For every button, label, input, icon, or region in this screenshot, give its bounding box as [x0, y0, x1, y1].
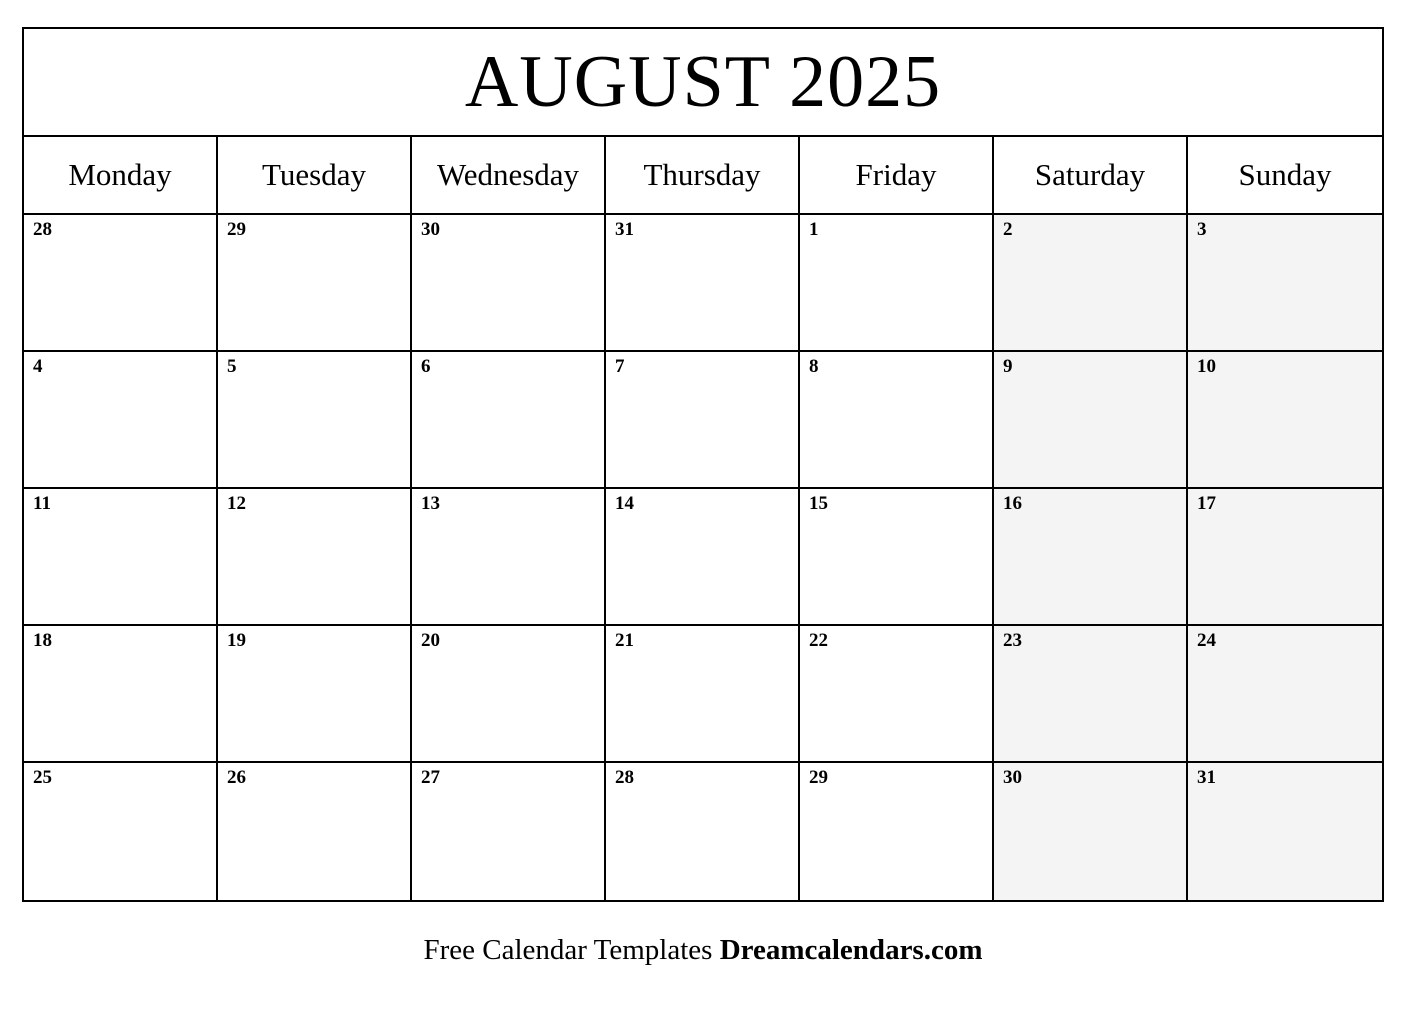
day-number: 23 — [1003, 630, 1022, 651]
day-cell[interactable] — [800, 626, 994, 761]
day-cell[interactable] — [606, 352, 800, 487]
day-number: 1 — [809, 219, 819, 240]
day-number: 8 — [809, 356, 819, 377]
footer-text: Free Calendar Templates — [423, 934, 720, 966]
day-cell[interactable] — [24, 626, 218, 761]
day-cell[interactable] — [412, 626, 606, 761]
day-cell[interactable] — [1188, 626, 1382, 761]
day-number: 4 — [33, 356, 43, 377]
day-number: 10 — [1197, 356, 1216, 377]
day-cell[interactable] — [606, 489, 800, 624]
day-cell[interactable] — [218, 763, 412, 900]
day-cell[interactable] — [994, 352, 1188, 487]
week-row — [24, 626, 1382, 763]
day-cell[interactable] — [606, 763, 800, 900]
day-number: 26 — [227, 767, 246, 788]
day-number: 19 — [227, 630, 246, 651]
day-number: 2 — [1003, 219, 1013, 240]
weekday-header-sunday: Sunday — [1238, 157, 1332, 192]
day-cell[interactable] — [412, 215, 606, 350]
day-number: 29 — [227, 219, 246, 240]
weekday-header-tuesday: Tuesday — [218, 137, 412, 213]
day-cell[interactable] — [800, 215, 994, 350]
day-number: 5 — [227, 356, 237, 377]
day-number: 22 — [809, 630, 828, 651]
day-cell[interactable] — [218, 215, 412, 350]
week-row — [24, 215, 1382, 352]
day-cell[interactable] — [800, 352, 994, 487]
day-cell[interactable] — [24, 763, 218, 900]
day-cell[interactable] — [218, 489, 412, 624]
day-cell[interactable] — [994, 626, 1188, 761]
day-cell[interactable] — [994, 763, 1188, 900]
day-number: 7 — [615, 356, 625, 377]
day-number: 25 — [33, 767, 52, 788]
day-number: 11 — [33, 493, 51, 514]
day-number: 31 — [615, 219, 634, 240]
day-cell[interactable] — [606, 626, 800, 761]
day-number: 16 — [1003, 493, 1022, 514]
day-cell[interactable] — [994, 489, 1188, 624]
day-number: 9 — [1003, 356, 1013, 377]
weekday-header-row — [24, 137, 1382, 215]
day-number: 31 — [1197, 767, 1216, 788]
day-cell[interactable] — [606, 215, 800, 350]
day-number: 13 — [421, 493, 440, 514]
day-number: 12 — [227, 493, 246, 514]
day-number: 14 — [615, 493, 634, 514]
day-number: 15 — [809, 493, 828, 514]
day-number: 6 — [421, 356, 431, 377]
day-number: 30 — [1003, 767, 1022, 788]
day-cell[interactable] — [218, 626, 412, 761]
calendar-title-row — [24, 29, 1382, 137]
day-cell[interactable] — [24, 489, 218, 624]
day-cell[interactable] — [1188, 489, 1382, 624]
weekday-header-saturday: Saturday — [994, 137, 1188, 213]
calendar-grid — [22, 27, 1384, 902]
day-number: 17 — [1197, 493, 1216, 514]
day-number: 29 — [809, 767, 828, 788]
day-cell[interactable] — [218, 352, 412, 487]
week-row — [24, 352, 1382, 489]
day-cell[interactable] — [412, 352, 606, 487]
day-number: 27 — [421, 767, 440, 788]
weekday-header-friday: Friday — [800, 137, 994, 213]
day-number: 30 — [421, 219, 440, 240]
day-cell[interactable] — [1188, 352, 1382, 487]
day-number: 28 — [33, 219, 52, 240]
day-number: 21 — [615, 630, 634, 651]
day-number: 3 — [1197, 219, 1207, 240]
day-cell[interactable] — [24, 215, 218, 350]
day-number: 28 — [615, 767, 634, 788]
day-number: 24 — [1197, 630, 1216, 651]
footer — [0, 934, 1406, 967]
day-number: 18 — [33, 630, 52, 651]
week-row — [24, 763, 1382, 900]
page-title: AUGUST 2025 — [464, 41, 942, 123]
week-row — [24, 489, 1382, 626]
day-cell[interactable] — [1188, 763, 1382, 900]
day-cell[interactable] — [800, 489, 994, 624]
footer-brand: Dreamcalendars.com — [719, 934, 983, 966]
day-cell[interactable] — [24, 352, 218, 487]
day-cell[interactable] — [412, 763, 606, 900]
day-cell[interactable] — [800, 763, 994, 900]
weekday-header-wednesday: Wednesday — [412, 137, 606, 213]
weekday-header-thursday: Thursday — [606, 137, 800, 213]
day-number: 20 — [421, 630, 440, 651]
day-cell[interactable] — [994, 215, 1188, 350]
day-cell[interactable] — [1188, 215, 1382, 350]
weekday-header-monday: Monday — [24, 137, 218, 213]
day-cell[interactable] — [412, 489, 606, 624]
